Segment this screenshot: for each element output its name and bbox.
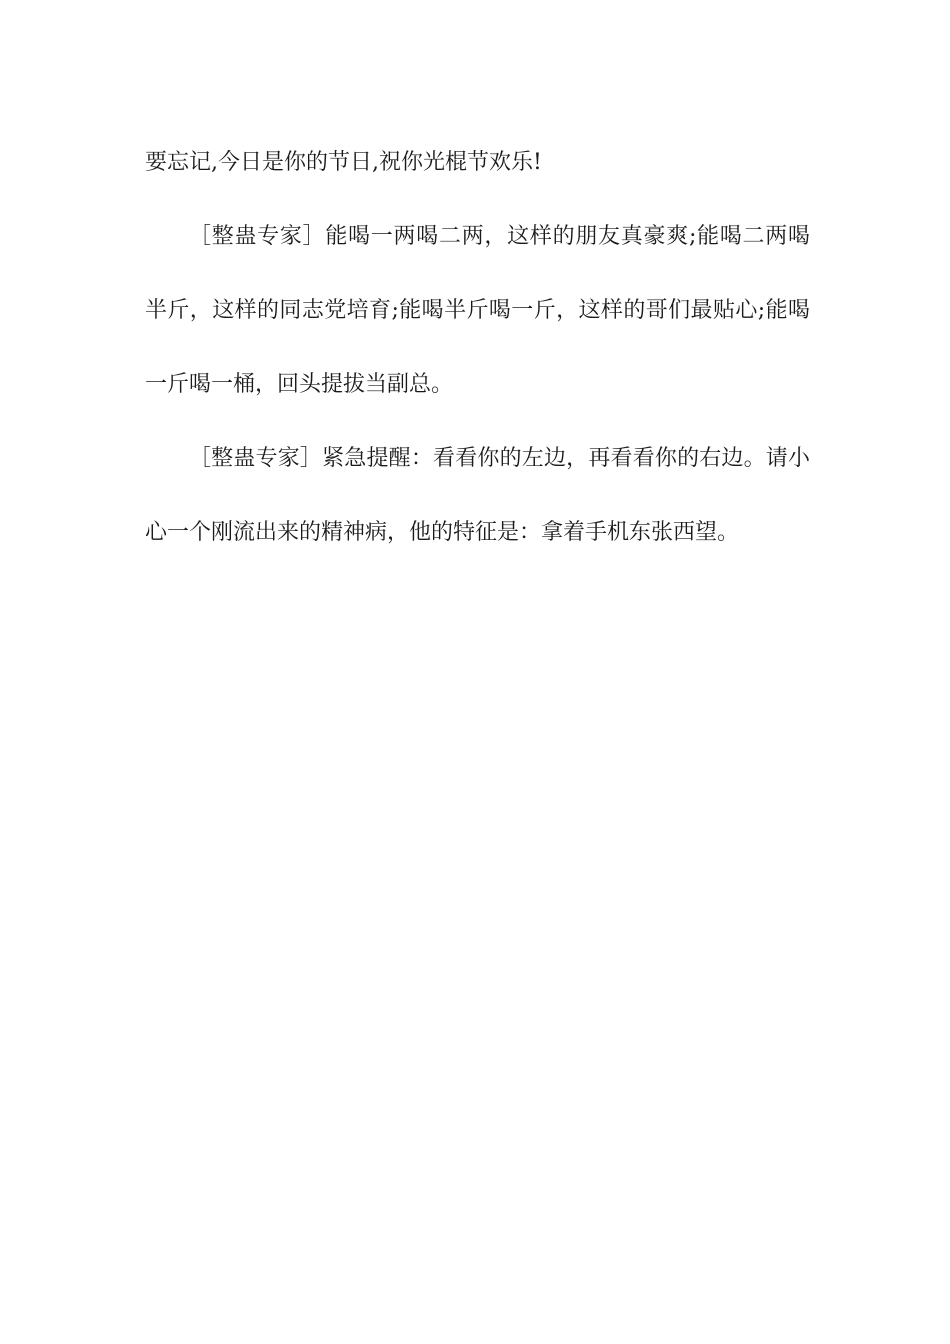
paragraph-drinking-joke: ［整蛊专家］能喝一两喝二两，这样的朋友真豪爽;能喝二两喝半斤，这样的同志党培育;能喝半斤喝一斤，这样的哥们最贴心;能喝一斤喝一桶，回头提拔当副总。: [145, 224, 810, 397]
document-body: [145, 126, 810, 570]
paragraph-continuation: 要忘记,今日是你的节日,祝你光棍节欢乐!: [145, 150, 542, 175]
paragraph-urgent-reminder: ［整蛊专家］紧急提醒：看看你的左边，再看看你的右边。请小心一个刚流出来的精神病，他的特征是：拿着手机东张西望。: [145, 446, 810, 545]
